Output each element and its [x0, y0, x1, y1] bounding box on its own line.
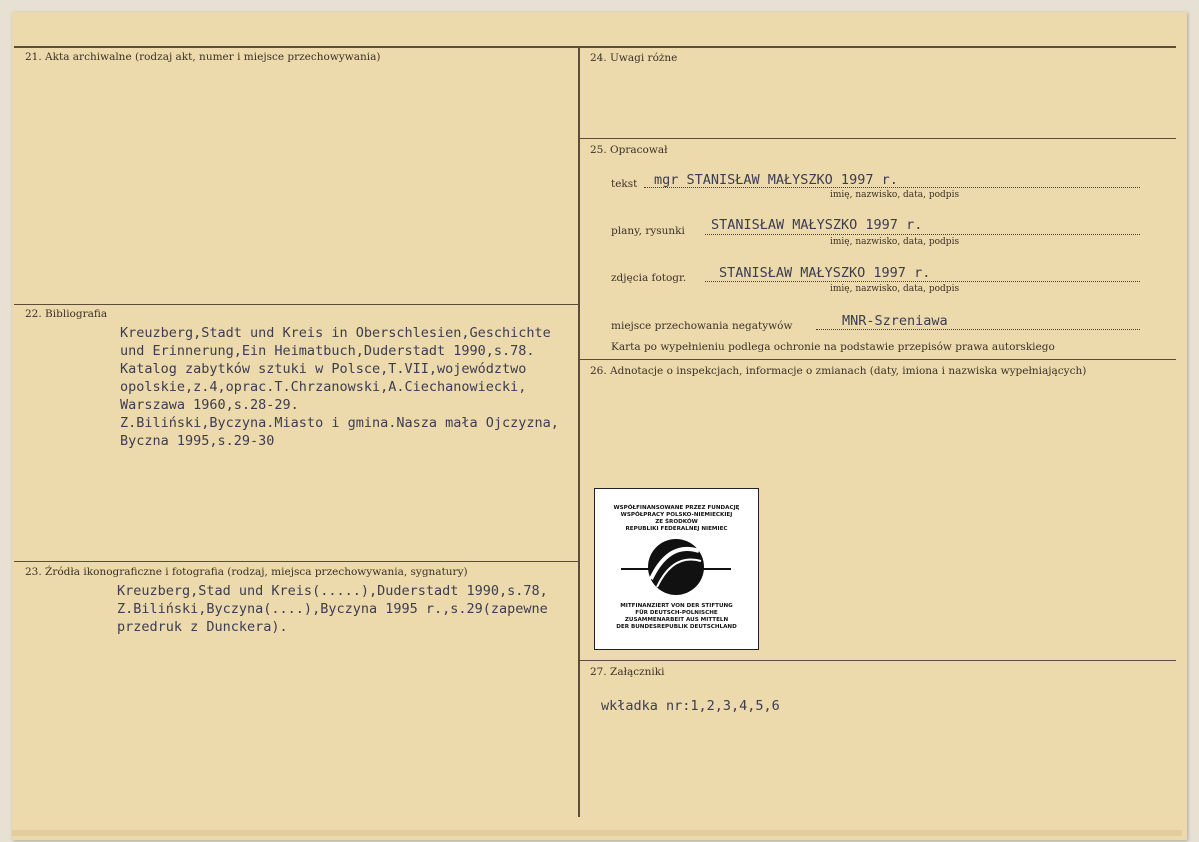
- zdjecia-label: zdjęcia fotogr.: [611, 272, 687, 284]
- plany-label: plany, rysunki: [611, 225, 685, 237]
- negatywy-label: miejsce przechowania negatywów: [611, 320, 793, 332]
- plany-caption: imię, nazwisko, data, podpis: [830, 237, 960, 247]
- section-23-label: 23. Źródła ikonograficzne i fotografia (rodzaj, miejsca przechowywania, sygnatury): [25, 566, 468, 578]
- plany-line: [705, 234, 1140, 235]
- bibliography-line: Kreuzberg,Stadt und Kreis in Oberschlesien,Geschichte: [120, 325, 551, 341]
- zdjecia-line: [705, 281, 1140, 282]
- bibliography-line: Z.Biliński,Byczyna.Miasto i gmina.Nasza mała Ojczyzna,: [120, 415, 559, 431]
- iconography-line: Kreuzberg,Stad und Kreis(.....),Duderstadt 1990,s.78,: [117, 583, 548, 599]
- bibliography-line: Katalog zabytków sztuki w Polsce,T.VII,województwo: [120, 361, 527, 377]
- negatywy-value: MNR-Szreniawa: [842, 313, 948, 329]
- plany-value: STANISŁAW MAŁYSZKO 1997 r.: [711, 217, 923, 233]
- tekst-label: tekst: [611, 178, 638, 190]
- section-26-label: 26. Adnotacje o inspekcjach, informacje o zmianach (daty, imiona i nazwiska wypełniających): [590, 365, 1087, 377]
- rule-21-22: [14, 304, 579, 305]
- stamp-top-text: WSPÓŁFINANSOWANE PRZEZ FUNDACJĘ WSPÓŁPRACY POLSKO-NIEMIECKIEJ ZE ŚRODKÓW REPUBLIKI FEDERALNEJ NIEMIEC: [613, 505, 740, 532]
- bibliography-line: Warszawa 1960,s.28-29.: [120, 397, 299, 413]
- section-21-label: 21. Akta archiwalne (rodzaj akt, numer i miejsce przechowywania): [25, 51, 381, 63]
- zdjecia-value: STANISŁAW MAŁYSZKO 1997 r.: [719, 265, 931, 281]
- section-25-label: 25. Opracował: [590, 144, 668, 156]
- bibliography-line: und Erinnerung,Ein Heimatbuch,Duderstadt 1990,s.78.: [120, 343, 535, 359]
- iconography-line: przedruk z Dunckera).: [117, 619, 288, 635]
- zdjecia-caption: imię, nazwisko, data, podpis: [830, 284, 960, 294]
- page-edge: [12, 830, 1182, 836]
- rule-26-27: [579, 660, 1176, 661]
- copyright-notice: Karta po wypełnieniu podlega ochronie na podstawie przepisów prawa autorskiego: [611, 341, 1055, 353]
- funding-stamp: [594, 488, 759, 650]
- rule-22-23: [14, 561, 579, 562]
- bibliography-line: opolskie,z.4,oprac.T.Chrzanowski,A.Ciechanowiecki,: [120, 379, 527, 395]
- stamp-bottom-text: MITFINANZIERT VON DER STIFTUNG FÜR DEUTSCH-POLNISCHE ZUSAMMENARBEIT AUS MITTELN DER BUNDESREPUBLIK DEUTSCHLAND: [616, 603, 737, 630]
- iconography-line: Z.Biliński,Byczyna(....),Byczyna 1995 r.,s.29(zapewne: [117, 601, 548, 617]
- section-27-label: 27. Załączniki: [590, 666, 665, 678]
- negatywy-line: [816, 329, 1140, 330]
- section-24-label: 24. Uwagi różne: [590, 52, 678, 64]
- bibliography-line: Byczna 1995,s.29-30: [120, 433, 275, 449]
- top-rule: [14, 46, 1176, 48]
- tekst-value: mgr STANISŁAW MAŁYSZKO 1997 r.: [654, 172, 898, 188]
- attachments-value: wkładka nr:1,2,3,4,5,6: [601, 698, 780, 714]
- tekst-caption: imię, nazwisko, data, podpis: [830, 190, 960, 200]
- rule-25-26: [579, 359, 1176, 360]
- center-divider: [578, 47, 580, 817]
- section-22-label: 22. Bibliografia: [25, 308, 108, 320]
- rule-24-25: [579, 138, 1176, 139]
